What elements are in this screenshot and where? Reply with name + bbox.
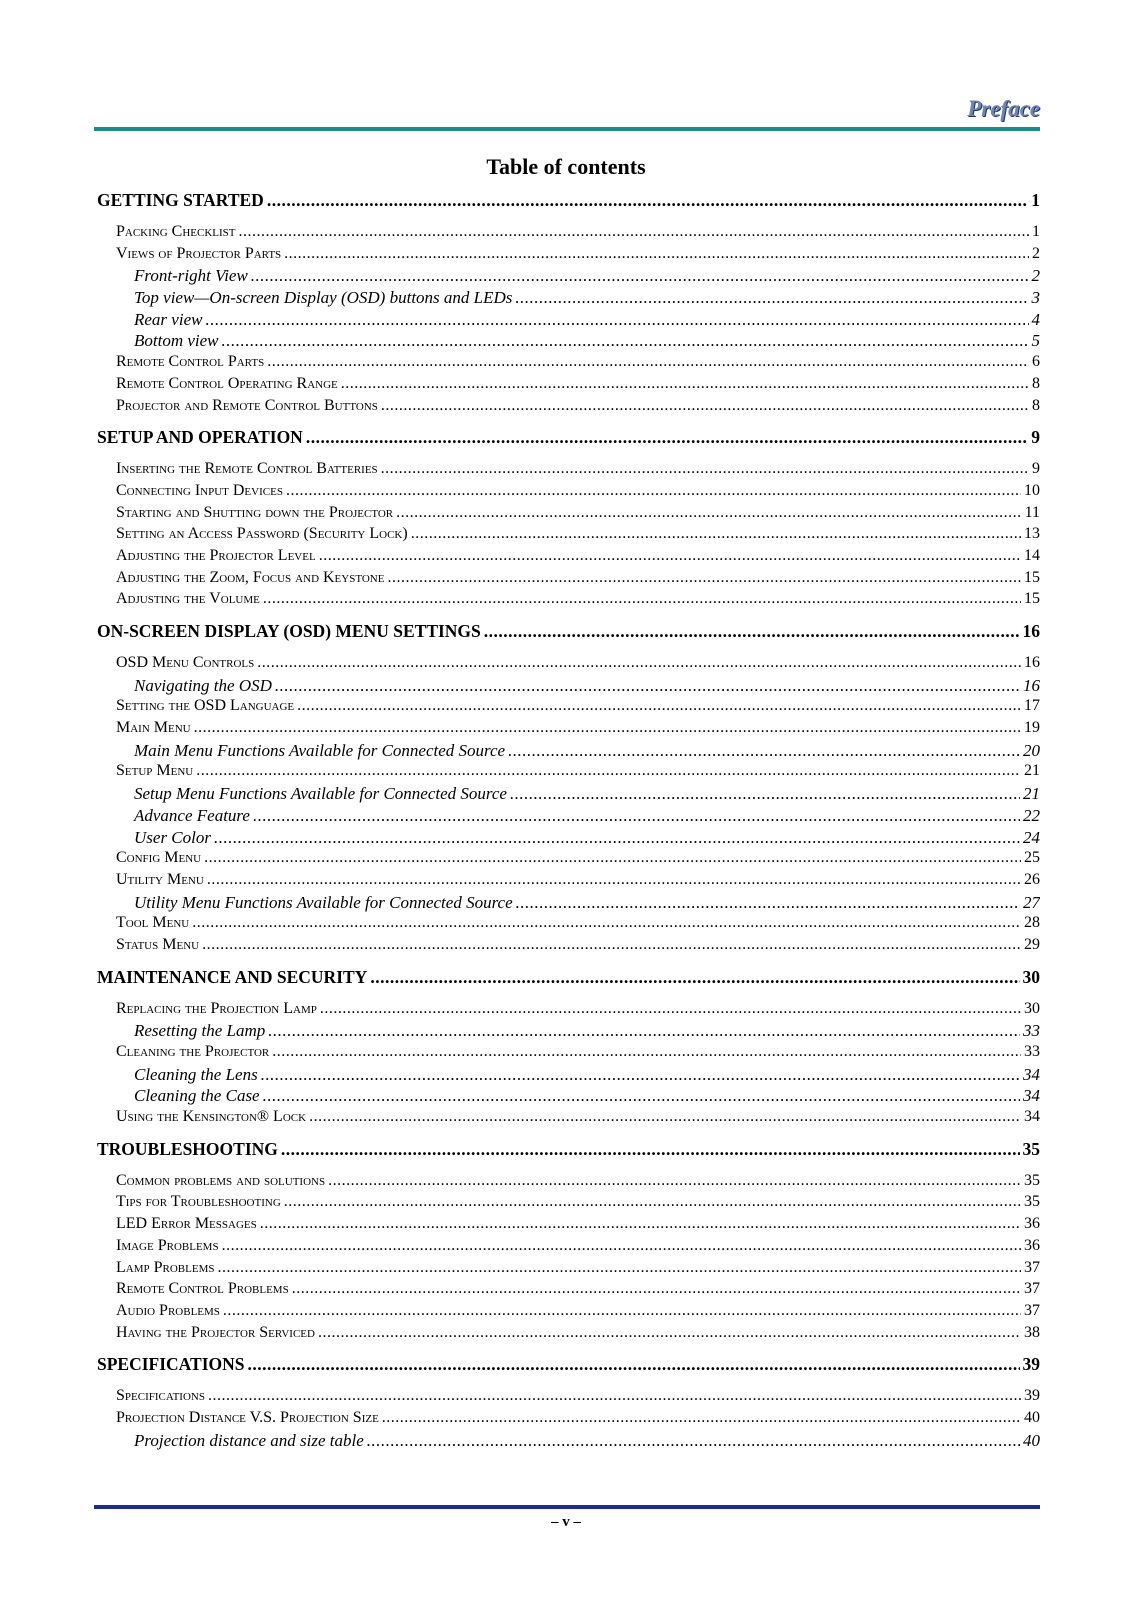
toc-subsection[interactable] (97, 1043, 1040, 1065)
toc-entry-page: 33 (1023, 1021, 1040, 1041)
dot-leader (381, 397, 1029, 415)
toc-entry-page: 29 (1024, 935, 1040, 953)
dot-leader (382, 1409, 1021, 1427)
dot-leader (275, 676, 1020, 696)
toc-section[interactable] (97, 967, 1040, 989)
toc-entry-page: 5 (1031, 331, 1040, 351)
dot-leader (387, 569, 1021, 587)
toc-entry-page: 9 (1032, 460, 1040, 478)
dot-leader (510, 784, 1020, 804)
dot-leader (202, 936, 1021, 954)
dot-leader (222, 1237, 1021, 1255)
dot-leader (267, 190, 1028, 211)
dot-leader (194, 719, 1021, 737)
dot-leader (207, 871, 1021, 889)
toc-entry-page: 16 (1023, 675, 1040, 695)
toc-entry-title: Config Menu (116, 849, 202, 867)
dot-leader (205, 310, 1028, 330)
toc-subsection[interactable] (97, 547, 1040, 569)
toc-section[interactable] (97, 1139, 1040, 1161)
toc-entry-page: 2 (1032, 244, 1040, 262)
toc-entry-page: 28 (1024, 914, 1040, 932)
dot-leader (251, 266, 1029, 286)
toc-entry-title: Top view—On-screen Display (OSD) buttons and LEDs (134, 288, 513, 308)
toc-subsubsection[interactable] (97, 331, 1040, 353)
toc-subsection[interactable] (97, 397, 1040, 419)
toc-subsection[interactable] (97, 375, 1040, 397)
page-header-title: Preface (967, 96, 1040, 121)
toc-entry-title: Setup Menu Functions Available for Connected Source (134, 784, 507, 804)
dot-leader (214, 828, 1020, 848)
toc-entry-page: 8 (1032, 396, 1040, 414)
toc-subsection[interactable] (97, 1280, 1040, 1302)
toc-entry-title: Resetting the Lamp (134, 1021, 266, 1041)
toc-subsubsection[interactable] (97, 1065, 1040, 1087)
toc-entry-title: Utility Menu Functions Available for Connected Source (134, 892, 513, 912)
dot-leader (222, 331, 1029, 351)
toc-entry-page: 36 (1024, 1215, 1040, 1233)
toc-subsection[interactable] (97, 223, 1040, 245)
toc-entry-title: User Color (134, 827, 211, 847)
toc-entry-title: Remote Control Parts (116, 353, 265, 371)
toc-subsection[interactable] (97, 936, 1040, 958)
toc-subsection[interactable] (97, 762, 1040, 784)
toc-entry-page: 35 (1022, 1138, 1040, 1159)
dot-leader (192, 914, 1021, 932)
toc-entry-page: 40 (1023, 1430, 1040, 1450)
toc-entry-page: 27 (1023, 892, 1040, 912)
toc-title: Table of contents (486, 154, 646, 179)
toc-entry-title: Projector and Remote Control Buttons (116, 396, 378, 414)
table-of-contents (97, 190, 1040, 1452)
toc-entry-page: 40 (1024, 1408, 1040, 1426)
toc-entry-title: Utility Menu (116, 870, 204, 888)
toc-entry-title: Remote Control Problems (116, 1280, 289, 1298)
dot-leader (320, 1000, 1021, 1018)
header-rule (94, 127, 1040, 131)
toc-subsubsection[interactable] (97, 784, 1040, 806)
toc-entry-page: 21 (1023, 784, 1040, 804)
toc-entry-title: MAINTENANCE AND SECURITY (97, 966, 368, 987)
dot-leader (281, 1139, 1020, 1160)
page-number: – v – (551, 1514, 581, 1530)
toc-subsection[interactable] (97, 482, 1040, 504)
toc-entry-title: Common problems and solutions (116, 1171, 326, 1189)
dot-leader (223, 1302, 1021, 1320)
toc-entry-title: Views of Projector Parts (116, 244, 282, 262)
dot-leader (367, 1431, 1020, 1451)
dot-leader (263, 1086, 1020, 1106)
toc-entry-page: 11 (1024, 503, 1040, 521)
toc-subsection[interactable] (97, 353, 1040, 375)
toc-subsection[interactable] (97, 1172, 1040, 1194)
toc-entry-page: 20 (1023, 740, 1040, 760)
toc-entry-page: 15 (1024, 590, 1040, 608)
toc-entry-title: Main Menu Functions Available for Connected Source (134, 740, 506, 760)
toc-subsection[interactable] (97, 914, 1040, 936)
dot-leader (248, 1354, 1020, 1375)
toc-subsubsection[interactable] (97, 806, 1040, 828)
toc-subsection[interactable] (97, 719, 1040, 741)
toc-entry-title: Status Menu (116, 935, 200, 953)
dot-leader (508, 741, 1020, 761)
dot-leader (267, 353, 1029, 371)
toc-subsection[interactable] (97, 1108, 1040, 1130)
toc-subsection[interactable] (97, 1000, 1040, 1022)
toc-entry-title: Cleaning the Lens (134, 1064, 258, 1084)
dot-leader (253, 806, 1020, 826)
toc-entry-page: 34 (1023, 1064, 1040, 1084)
toc-subsection[interactable] (97, 525, 1040, 547)
toc-entry-page: 14 (1024, 546, 1040, 564)
toc-section[interactable] (97, 427, 1040, 449)
toc-entry-page: 15 (1024, 568, 1040, 586)
toc-subsection[interactable] (97, 1409, 1040, 1431)
toc-subsubsection[interactable] (97, 266, 1040, 288)
toc-entry-title: Navigating the OSD (134, 675, 272, 695)
toc-subsection[interactable] (97, 654, 1040, 676)
toc-entry-page: 35 (1024, 1193, 1040, 1211)
dot-leader (297, 697, 1021, 715)
toc-entry-page: 34 (1024, 1108, 1040, 1126)
toc-entry-page: 37 (1024, 1280, 1040, 1298)
toc-entry-title: Using the Kensington® Lock (116, 1108, 307, 1126)
toc-entry-title: Front-right View (134, 266, 248, 286)
toc-subsubsection[interactable] (97, 676, 1040, 698)
toc-subsection[interactable] (97, 1215, 1040, 1237)
toc-entry-page: 34 (1023, 1086, 1040, 1106)
dot-leader (268, 1021, 1020, 1041)
toc-entry-title: Tips for Troubleshooting (116, 1193, 281, 1211)
toc-subsection[interactable] (97, 569, 1040, 591)
toc-entry-page: 6 (1032, 353, 1040, 371)
toc-entry-title: Replacing the Projection Lamp (116, 999, 317, 1017)
dot-leader (306, 427, 1028, 448)
dot-leader (217, 1259, 1021, 1277)
toc-subsection[interactable] (97, 1302, 1040, 1324)
toc-entry-title: OSD Menu Controls (116, 654, 255, 671)
dot-leader (341, 375, 1029, 393)
toc-entry-title: Projection Distance V.S. Projection Size (116, 1408, 379, 1426)
dot-leader (261, 1065, 1020, 1085)
toc-entry-title: Bottom view (134, 331, 219, 351)
toc-subsection[interactable] (97, 849, 1040, 871)
toc-subsection[interactable] (97, 245, 1040, 267)
dot-leader (318, 1324, 1021, 1342)
toc-subsubsection[interactable] (97, 1086, 1040, 1108)
toc-subsection[interactable] (97, 1193, 1040, 1215)
toc-entry-page: 39 (1022, 1354, 1040, 1375)
toc-subsection[interactable] (97, 1259, 1040, 1281)
toc-entry-page: 37 (1024, 1301, 1040, 1319)
toc-entry-page: 4 (1031, 309, 1040, 329)
toc-entry-title: Setting the OSD Language (116, 697, 295, 715)
dot-leader (309, 1108, 1021, 1126)
toc-entry-title: ON-SCREEN DISPLAY (OSD) MENU SETTINGS (97, 621, 481, 641)
toc-entry-page: 19 (1024, 719, 1040, 737)
toc-entry-title: Adjusting the Zoom, Focus and Keystone (116, 568, 385, 586)
toc-entry-title: Cleaning the Projector (116, 1043, 270, 1060)
toc-entry-page: 36 (1024, 1236, 1040, 1254)
toc-entry-title: Connecting Input Devices (116, 481, 283, 499)
toc-entry-page: 26 (1024, 870, 1040, 888)
toc-entry-title: Remote Control Operating Range (116, 374, 338, 392)
toc-subsubsection[interactable] (97, 288, 1040, 310)
toc-subsection[interactable] (97, 504, 1040, 526)
toc-entry-title: Starting and Shutting down the Projector (116, 503, 394, 521)
toc-subsection[interactable] (97, 1324, 1040, 1346)
dot-leader (319, 547, 1021, 565)
toc-subsubsection[interactable] (97, 1021, 1040, 1043)
toc-subsection[interactable] (97, 871, 1040, 893)
dot-leader (204, 849, 1021, 867)
toc-entry-title: Inserting the Remote Control Batteries (116, 460, 378, 478)
dot-leader (284, 245, 1029, 263)
dot-leader (411, 525, 1021, 543)
toc-entry-page: 30 (1022, 966, 1040, 987)
toc-section[interactable] (97, 621, 1040, 643)
toc-entry-title: Packing Checklist (116, 223, 236, 240)
toc-entry-title: Advance Feature (134, 805, 250, 825)
toc-entry-title: Lamp Problems (116, 1258, 215, 1276)
toc-entry-page: 24 (1023, 827, 1040, 847)
dot-leader (272, 1043, 1021, 1061)
dot-leader (370, 967, 1019, 988)
toc-entry-title: Having the Projector Serviced (116, 1323, 315, 1341)
toc-entry-title: SETUP AND OPERATION (97, 427, 303, 448)
dot-leader (196, 762, 1021, 780)
dot-leader (292, 1280, 1021, 1298)
toc-section[interactable] (97, 190, 1040, 212)
toc-subsection[interactable] (97, 697, 1040, 719)
toc-entry-title: Setting an Access Password (Security Lock) (116, 525, 408, 543)
toc-entry-title: SPECIFICATIONS (97, 1354, 245, 1375)
toc-subsubsection[interactable] (97, 893, 1040, 915)
dot-leader (257, 654, 1021, 672)
toc-section[interactable] (97, 1354, 1040, 1376)
toc-entry-page: 3 (1031, 288, 1040, 308)
toc-entry-title: Rear view (134, 309, 203, 329)
toc-entry-page: 38 (1024, 1323, 1040, 1341)
toc-entry-page: 1 (1031, 190, 1040, 210)
toc-entry-title: GETTING STARTED (97, 190, 264, 210)
dot-leader (286, 482, 1021, 500)
toc-subsubsection[interactable] (97, 310, 1040, 332)
toc-entry-page: 30 (1024, 999, 1040, 1017)
toc-entry-title: Cleaning the Case (134, 1086, 260, 1106)
toc-subsection[interactable] (97, 460, 1040, 482)
toc-subsection[interactable] (97, 590, 1040, 612)
toc-entry-title: Audio Problems (116, 1301, 220, 1319)
dot-leader (260, 1215, 1021, 1233)
toc-entry-title: Adjusting the Projector Level (116, 546, 316, 564)
toc-entry-page: 16 (1022, 621, 1040, 641)
toc-entry-page: 22 (1023, 805, 1040, 825)
toc-entry-title: Main Menu (116, 719, 191, 737)
toc-subsection[interactable] (97, 1237, 1040, 1259)
dot-leader (239, 223, 1029, 241)
dot-leader (516, 893, 1020, 913)
toc-entry-title: Tool Menu (116, 914, 190, 932)
toc-entry-page: 35 (1024, 1171, 1040, 1189)
toc-entry-title: Specifications (116, 1387, 205, 1405)
toc-entry-page: 39 (1024, 1387, 1040, 1405)
dot-leader (208, 1387, 1021, 1405)
toc-entry-page: 9 (1031, 427, 1040, 448)
dot-leader (515, 288, 1028, 308)
toc-subsubsection[interactable] (97, 1431, 1040, 1453)
toc-entry-title: Adjusting the Volume (116, 590, 260, 608)
dot-leader (328, 1172, 1021, 1190)
toc-entry-title: Setup Menu (116, 762, 194, 780)
toc-entry-title: Projection distance and size table (134, 1430, 364, 1450)
dot-leader (484, 621, 1020, 642)
toc-entry-page: 2 (1031, 266, 1040, 286)
dot-leader (263, 590, 1021, 608)
dot-leader (396, 504, 1021, 522)
toc-entry-page: 16 (1024, 654, 1040, 671)
toc-entry-page: 37 (1024, 1258, 1040, 1276)
toc-entry-page: 17 (1024, 697, 1040, 715)
toc-entry-page: 25 (1024, 849, 1040, 867)
toc-entry-page: 10 (1024, 481, 1040, 499)
toc-subsubsection[interactable] (97, 828, 1040, 850)
toc-entry-page: 33 (1024, 1043, 1040, 1060)
dot-leader (381, 460, 1029, 478)
dot-leader (284, 1193, 1021, 1211)
toc-entry-title: TROUBLESHOOTING (97, 1138, 278, 1159)
toc-entry-page: 8 (1032, 374, 1040, 392)
toc-entry-title: Image Problems (116, 1236, 219, 1254)
toc-subsubsection[interactable] (97, 741, 1040, 763)
toc-entry-page: 1 (1032, 223, 1040, 240)
footer-rule (94, 1505, 1040, 1509)
toc-subsection[interactable] (97, 1387, 1040, 1409)
toc-entry-page: 13 (1024, 525, 1040, 543)
toc-entry-title: LED Error Messages (116, 1215, 257, 1233)
toc-entry-page: 21 (1024, 762, 1040, 780)
